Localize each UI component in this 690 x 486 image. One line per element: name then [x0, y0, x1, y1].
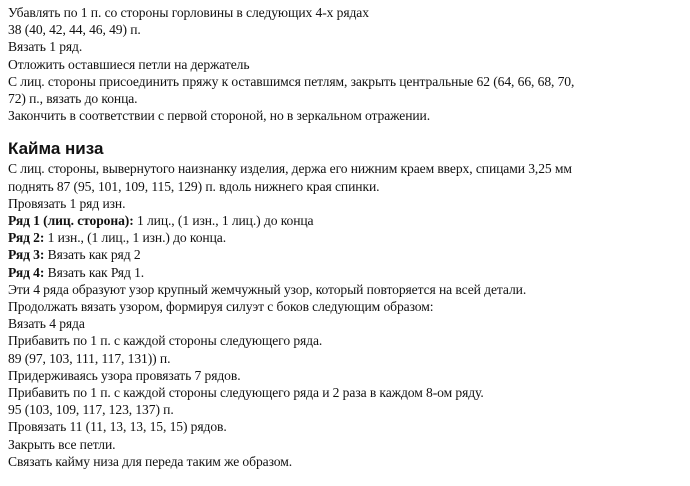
border-section	[8, 138, 684, 470]
row-label: Ряд 3:	[8, 247, 45, 263]
intro-line-6: 72) п., вязать до конца.	[8, 91, 138, 107]
intro-line-5: С лиц. стороны присоединить пряжу к оставшимся петлям, закрыть центральные 62 (64, 66, 68, 70,	[8, 73, 575, 89]
intro-line-1: Убавлять по 1 п. со стороны горловины в следующих 4-х рядах	[8, 5, 369, 20]
row-label: Ряд 2:	[8, 230, 45, 246]
section-line-1: С лиц. стороны, вывернутого наизнанку изделия, держа его нижним краем вверх, спицами 3,25 мм	[8, 161, 572, 177]
after-line-3: Вязать 4 ряда	[8, 316, 85, 332]
after-line-4: Прибавить по 1 п. с каждой стороны следующего ряда.	[8, 333, 323, 349]
section-line-2: поднять 87 (95, 101, 109, 115, 129) п. вдоль нижнего края спинки.	[8, 178, 380, 194]
row-text: 1 лиц., (1 изн., 1 лиц.) до конца	[133, 213, 314, 229]
row-instruction-4	[8, 264, 684, 281]
after-line-8: 95 (103, 109, 117, 123, 137) п.	[8, 402, 174, 418]
intro-line-4: Отложить оставшиеся петли на держатель	[8, 56, 250, 72]
after-line-11: Связать кайму низа для переда таким же образом.	[8, 453, 293, 469]
intro-block	[8, 4, 684, 124]
row-text: Вязать как Ряд 1.	[44, 264, 145, 280]
row-label: Ряд 1 (лиц. сторона):	[8, 213, 134, 229]
section-line-3: Провязать 1 ряд изн.	[8, 195, 126, 211]
intro-line-7: Закончить в соответствии с первой стороной, но в зеркальном отражении.	[8, 108, 431, 124]
after-line-2: Продолжать вязать узором, формируя силуэт с боков следующим образом:	[8, 299, 434, 315]
row-text: 1 изн., (1 лиц., 1 изн.) до конца.	[44, 230, 227, 246]
row-text: Вязать как ряд 2	[44, 247, 141, 263]
row-instruction-3	[8, 246, 684, 263]
after-line-9: Провязать 11 (11, 13, 13, 15, 15) рядов.	[8, 419, 227, 435]
row-label: Ряд 4:	[8, 264, 45, 280]
after-line-5: 89 (97, 103, 111, 117, 131)) п.	[8, 350, 171, 366]
row-instruction-1	[8, 212, 684, 229]
after-line-7: Прибавить по 1 п. с каждой стороны следующего ряда и 2 раза в каждом 8-ом ряду.	[8, 385, 484, 401]
intro-line-2: 38 (40, 42, 44, 46, 49) п.	[8, 22, 141, 38]
section-heading: Кайма низа	[8, 139, 104, 159]
instructions-page	[8, 4, 684, 470]
after-line-1: Эти 4 ряда образуют узор крупный жемчужный узор, который повторяется на всей детали.	[8, 281, 527, 297]
after-line-10: Закрыть все петли.	[8, 436, 116, 452]
intro-line-3: Вязать 1 ряд.	[8, 39, 83, 55]
after-line-6: Придерживаясь узора провязать 7 рядов.	[8, 367, 241, 383]
row-instruction-2	[8, 229, 684, 246]
